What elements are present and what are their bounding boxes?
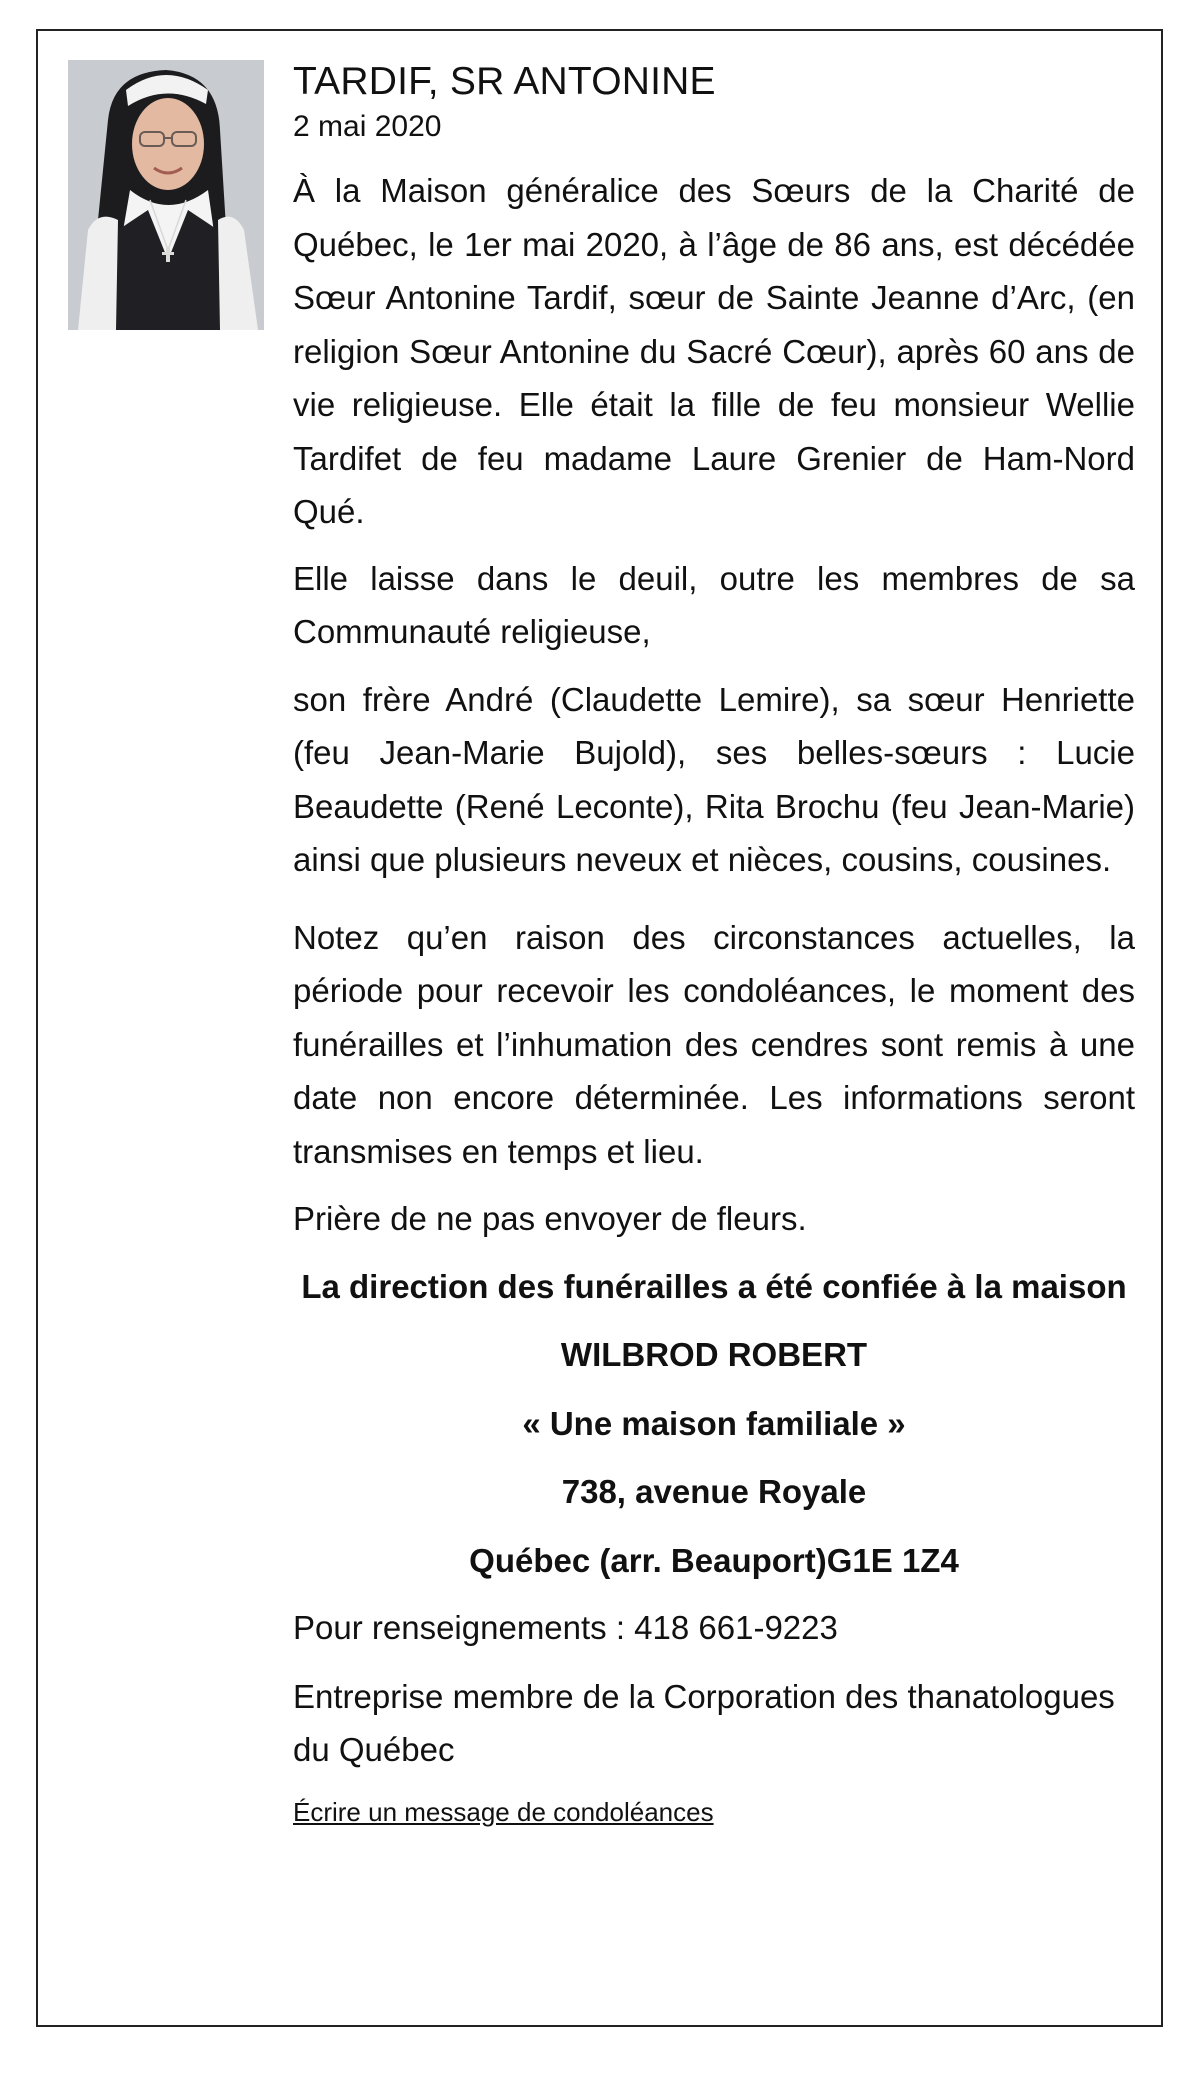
mourners-intro: Elle laisse dans le deuil, outre les membres de sa Communauté religieuse, [293, 559, 1135, 650]
funeral-home-name: WILBROD ROBERT [560, 1336, 868, 1373]
condolence-message-link[interactable]: Écrire un message de condoléances [293, 1796, 714, 1827]
info-phone-line: Pour renseignements : 418 661-9223 [293, 1609, 838, 1646]
obituary-content [293, 58, 1135, 1829]
portrait-photo [68, 60, 264, 330]
funeral-home-city: Québec (arr. Beauport)G1E 1Z4 [469, 1541, 959, 1579]
funeral-home-address: 738, avenue Royale [561, 1473, 867, 1510]
no-flowers-notice: Prière de ne pas envoyer de fleurs. [293, 1200, 807, 1237]
membership-line: Entreprise membre de la Corporation des thanatologues du Québec [293, 1677, 1115, 1768]
family-members: son frère André (Claudette Lemire), sa sœur Henriette (feu Jean-Marie Bujold), ses belles-sœurs : Lucie Beaudette (René Leconte), Rita Brochu (feu Jean-Marie) ainsi que plusieurs neveux et nièces, cousins, cousines. [293, 680, 1135, 878]
death-announcement: À la Maison généralice des Sœurs de la Charité de Québec, le 1er mai 2020, à l’âge de 86 ans, est décédée Sœur Antonine Tardif, sœur de Sainte Jeanne d’Arc, (en religion Sœur Antonine du Sacré Cœur), après 60 ans de vie religieuse. Elle était la fille de feu monsieur Wellie Tardifet de feu madame Laure Grenier de Ham-Nord Qué. [293, 172, 1135, 530]
publication-date: 2 mai 2020 [293, 110, 442, 143]
funeral-direction-intro: La direction des funérailles a été confiée à la maison [301, 1267, 1127, 1305]
circumstances-notice: Notez qu’en raison des circonstances actuelles, la période pour recevoir les condoléances, le moment des funérailles et l’inhumation des cendres sont remis à une date non encore déterminée. Les informations seront transmises en temps et lieu. [293, 918, 1135, 1170]
deceased-name: TARDIF, SR ANTONINE [293, 60, 716, 103]
funeral-home-slogan: « Une maison familiale » [522, 1404, 906, 1442]
